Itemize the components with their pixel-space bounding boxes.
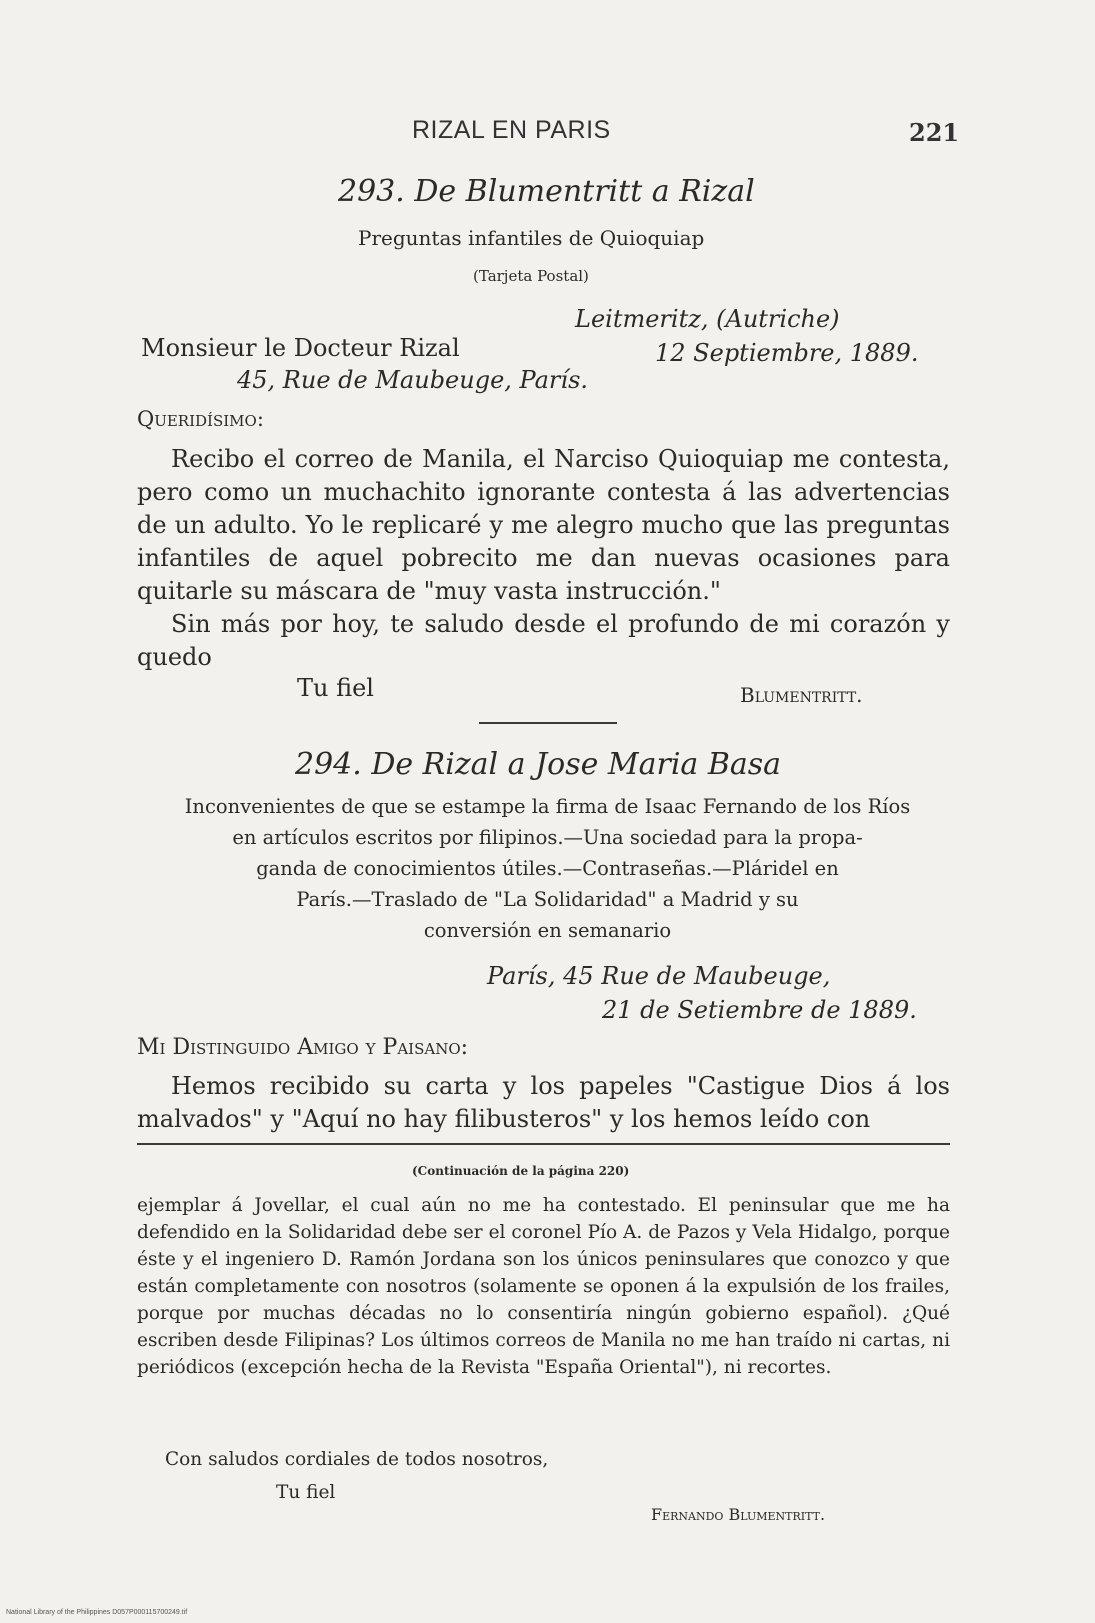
letter-294-date: 21 de Setiembre de 1889. [602, 996, 917, 1024]
page-number: 221 [909, 118, 960, 147]
scan-credit: National Library of the Philippines D057P000115700249.tif [6, 1609, 188, 1616]
footnote-closing: Tu fiel [276, 1482, 336, 1503]
footnote-greeting: Con saludos cordiales de todos nosotros, [165, 1449, 549, 1470]
section-divider [479, 722, 617, 724]
letter-293-paragraph-1: Recibo el correo de Manila, el Narciso Quioquiap me contesta, pero como un muchachito ignorante contesta á las advertencias de un adulto. Yo le replicaré y me alegro mucho que las preguntas infantiles de aquel pobrecito me dan nuevas ocasiones para quitarle su máscara de "muy vasta instrucción." [137, 445, 950, 605]
letter-294-title: 294. De Rizal a Jose Maria Basa [295, 747, 782, 782]
letter-293-address: 45, Rue de Maubeuge, París. [237, 366, 589, 394]
summary-line: ganda de conocimientos útiles.—Contraseñas.—Pláridel en [256, 857, 839, 880]
letter-293-place: Leitmeritz, (Autriche) [575, 305, 840, 333]
summary-line: París.—Traslado de "La Solidaridad" a Madrid y su [296, 888, 799, 911]
letter-293-paragraph-2: Sin más por hoy, te saludo desde el profundo de mi corazón y quedo [137, 610, 950, 671]
letter-293-addressee: Monsieur le Docteur Rizal [141, 334, 460, 362]
letter-294-salutation: Mi Distinguido Amigo y Paisano: [137, 1035, 469, 1060]
footnote-signature: Fernando Blumentritt. [651, 1505, 826, 1524]
footnote-continuation: (Continuación de la página 220) [412, 1164, 630, 1178]
letter-293-salutation: Queridísimo: [137, 407, 264, 431]
summary-line: Inconvenientes de que se estampe la firma de Isaac Fernando de los Ríos [184, 795, 911, 818]
summary-line: en artículos escritos por filipinos.—Una sociedad para la propa- [232, 826, 863, 849]
letter-294-paragraph-1: Hemos recibido su carta y los papeles "Castigue Dios á los malvados" y "Aquí no hay filibusteros" y los hemos leído con [137, 1072, 950, 1133]
footnote-text: ejemplar á Jovellar, el cual aún no me ha contestado. El peninsular que me ha defendido en la Solidaridad debe ser el coronel Pío A. de Pazos y Vela Hidalgo, porque éste y el ingeniero D. Ramón Jordana son los únicos peninsulares que conozco y que están completamente con nosotros (solamente se oponen á la expulsión de los frailes, porque por muchas décadas no lo consentiría ningún gobierno español). ¿Qué escriben desde Filipinas? Los últimos correos de Manila no me han traído ni cartas, ni periódicos (excepción hecha de la Revista "España Oriental"), ni recortes. [137, 1195, 950, 1378]
letter-293-title: 293. De Blumentritt a Rizal [338, 174, 755, 209]
letter-293-note: (Tarjeta Postal) [473, 267, 589, 285]
letter-293-date: 12 Septiembre, 1889. [655, 339, 919, 367]
running-title: RIZAL EN PARIS [412, 116, 611, 144]
letter-294-summary [0, 791, 1095, 946]
summary-line: conversión en semanario [423, 919, 672, 942]
letter-293-signature: Blumentritt. [740, 683, 863, 707]
letter-294-place: París, 45 Rue de Maubeuge, [487, 962, 831, 990]
footnote-rule [137, 1143, 950, 1145]
letter-293-subtitle: Preguntas infantiles de Quioquiap [358, 226, 705, 250]
letter-293-closing: Tu fiel [297, 674, 374, 702]
